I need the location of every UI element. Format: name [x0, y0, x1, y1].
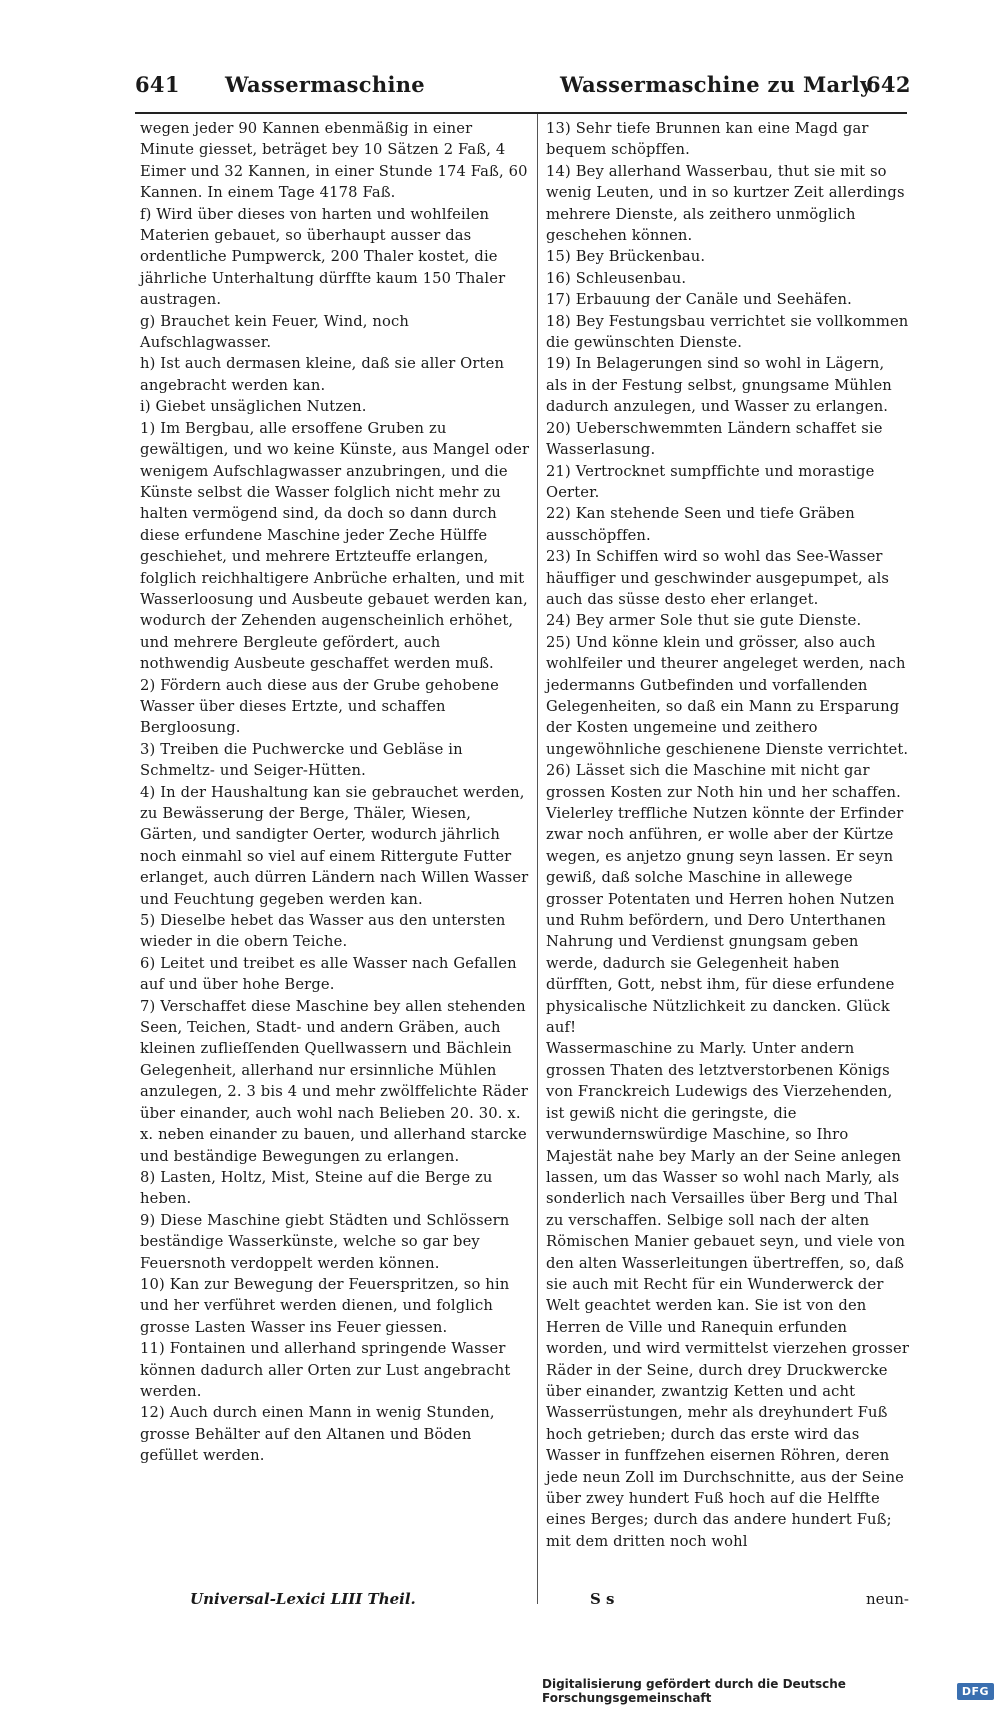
credit-text: Digitalisierung gefördert durch die Deutsche Forschungsgemeinschaft — [542, 1677, 846, 1705]
paragraph: g) Brauchet kein Feuer, Wind, noch Aufschlagwasser. — [140, 312, 409, 352]
paragraph: 15) Bey Brückenbau. — [546, 248, 706, 266]
catchword: neun- — [866, 1590, 909, 1608]
paragraph: 9) Diese Maschine giebt Städten und Schlössern beständige Wasserkünste, welche so gar bey Feuersnoth verdoppelt werden können. — [140, 1211, 510, 1272]
right-running-title: Wassermaschine zu Marly — [560, 72, 873, 97]
paragraph: 2) Fördern auch diese aus der Grube gehobene Wasser über dieses Ertzte, und schaffen Bergloosung. — [140, 676, 499, 737]
paragraph: 5) Dieselbe hebet das Wasser aus den untersten wieder in die obern Teiche. — [140, 912, 506, 951]
paragraph: 8) Lasten, Holtz, Mist, Steine auf die Berge zu heben. — [140, 1168, 493, 1208]
paragraph: 21) Vertrocknet sumpffichte und morastige Oerter. — [546, 462, 875, 501]
paragraph: 20) Ueberschwemmten Ländern schaffet sie Wasserlasung. — [546, 419, 883, 459]
paragraph: 25) Und könne klein und grösser, also auch wohlfeiler und theurer angeleget werden, nach jedermanns Gutbefinden und vorfallenden Gelegenheiten, so daß ein Mann zu Ersparung der Kosten ungemeine und zeithero ungewöhnliche geschienene Dienste verrichtet. — [546, 633, 909, 758]
paragraph: 26) Lässet sich die Maschine mit nicht gar grossen Kosten zur Noth hin und her schaffen. Vielerley treffliche Nutzen könnte der Erfinder zwar noch anführen, er wolle aber der Kürtze wegen, es anjetzo gnung seyn lassen. Er seyn gewiß, daß solche Maschine in allewege grosser Potentaten und Herren hohen Nutzen und Ruhm befördern, und Dero Unterthanen Nahrung und Verdienst gnungsam geben werde, dadurch sie Gelegenheit haben dürfften, Gott, nebst ihm, für diese erfundene physicalische Nützlichkeit zu dancken. Glück auf! — [546, 762, 904, 1037]
paragraph: 10) Kan zur Bewegung der Feuerspritzen, so hin und her verführet werden dienen, und folglich grosse Lasten Wasser ins Feuer giessen. — [140, 1275, 510, 1336]
paragraph: 24) Bey armer Sole thut sie gute Dienste. — [546, 612, 862, 630]
dfg-logo: DFG — [957, 1683, 994, 1700]
paragraph: Wassermaschine zu Marly. Unter andern grossen Thaten des letztverstorbenen Königs von Franckreich Ludewigs des Vierzehenden, ist gewiß nicht die geringste, die verwundernswürdige Maschine, so Ihro Majestät nahe bey Marly an der Seine anlegen lassen, um das Wasser so wohl nach Marly, als sonderlich nach Versailles über Berg und Thal zu verschaffen. Selbige soll nach der alten Römischen Manier gebauet seyn, und viele von den alten Wasserleitungen übertreffen, so, daß sie auch mit Recht für ein Wunderwerck der Welt geachtet werden kan. Sie ist von den Herren de Ville und Ranequin erfunden worden, und wird vermittelst vierzehen grosser Räder in der Seine, durch drey Druckwercke über einander, zwantzig Ketten und acht Wasserrüstungen, mehr als dreyhundert Fuß hoch getrieben; durch das erste wird das Wasser in funffzehen eisernen Röhren, deren jede neun Zoll im Durchschnitte, aus der Seine über zwey hundert Fuß hoch auf die Helffte eines Berges; durch das andere hundert Fuß; mit dem dritten noch wohl — [546, 1040, 909, 1550]
left-page-number: 641 — [135, 72, 180, 97]
paragraph: h) Ist auch dermasen kleine, daß sie aller Orten angebracht werden kan. — [140, 355, 505, 394]
signature-letters: S s — [590, 1590, 615, 1608]
paragraph: 16) Schleusenbau. — [546, 269, 687, 287]
paragraph: 19) In Belagerungen sind so wohl in Lägern, als in der Festung selbst, gnungsame Mühlen dadurch anzulegen, und Wasser zu erlangen. — [546, 355, 892, 416]
paragraph: 11) Fontainen und allerhand springende Wasser können dadurch aller Orten zur Lust angebracht werden. — [140, 1340, 511, 1400]
paragraph: f) Wird über dieses von harten und wohlfeilen Materien gebauet, so überhaupt ausser das ordentliche Pumpwerck, 200 Thaler kostet, die jährliche Unterhaltung dürffte kaum 150 Thaler austragen. — [140, 205, 506, 309]
paragraph: 23) In Schiffen wird so wohl das See-Wasser häuffiger und geschwinder ausgepumpet, als auch das süsse desto eher erlanget. — [546, 548, 890, 608]
paragraph: i) Giebet unsäglichen Nutzen. — [140, 398, 367, 416]
paragraph: 13) Sehr tiefe Brunnen kan eine Magd gar bequem schöpffen. — [546, 120, 869, 159]
paragraph: 17) Erbauung der Canäle und Seehäfen. — [546, 291, 852, 309]
paragraph: wegen jeder 90 Kannen ebenmäßig in einer Minute giesset, beträget bey 10 Sätzen 2 Faß, 4 Eimer und 32 Kannen, in einer Stunde 174 Faß, 60 Kannen. In einem Tage 4178 Faß. — [140, 120, 528, 202]
paragraph: 14) Bey allerhand Wasserbau, thut sie mit so wenig Leuten, und in so kurtzer Zeit allerdings mehrere Dienste, als zeithero unmöglich geschehen können. — [546, 162, 905, 245]
paragraph: 18) Bey Festungsbau verrichtet sie vollkommen die gewünschten Dienste. — [546, 312, 909, 352]
paragraph: 1) Im Bergbau, alle ersoffene Gruben zu gewältigen, und wo keine Künste, aus Mangel oder wenigem Aufschlagwasser anzubringen, und die Künste selbst die Wasser folglich nicht mehr zu halten vermögend sind, da doch so dann durch diese erfundene Maschine jeder Zeche Hülffe geschiehet, und mehrere Ertzteuffe erlangen, folglich reichhaltigere Anbrüche erhalten, und mit Wasserloosung und Ausbeute gebauet werden kan, wodurch der Zehenden augenscheinlich erhöhet, und mehrere Bergleute gefördert, auch nothwendig Ausbeute geschaffet werden muß. — [140, 419, 530, 673]
digitization-credit — [542, 1672, 1000, 1710]
left-running-title: Wassermaschine — [225, 72, 425, 97]
paragraph: 22) Kan stehende Seen und tiefe Gräben ausschöpffen. — [546, 505, 855, 544]
left-column — [140, 118, 530, 1467]
paragraph: 6) Leitet und treibet es alle Wasser nach Gefallen auf und über hohe Berge. — [140, 954, 517, 994]
signature-mark: Universal-Lexici LIII Theil. — [190, 1590, 416, 1608]
column-divider — [537, 114, 538, 1604]
paragraph: 12) Auch durch einen Mann in wenig Stunden, grosse Behälter auf den Altanen und Böden gefüllet werden. — [140, 1404, 495, 1465]
paragraph: 3) Treiben die Puchwercke und Gebläse in Schmeltz- und Seiger-Hütten. — [140, 740, 463, 780]
paragraph: 7) Verschaffet diese Maschine bey allen stehenden Seen, Teichen, Stadt- und andern Gräben, auch kleinen zuflieſſenden Quellwassern und Bächlein Gelegenheit, allerhand nur ersinnliche Mühlen anzulegen, 2. 3 bis 4 und mehr zwölffelichte Räder über einander, auch wohl nach Belieben 20. 30. x. x. neben einander zu bauen, und allerhand starcke und beständige Bewegungen zu erlangen. — [140, 997, 528, 1165]
header-rule — [135, 112, 907, 114]
paragraph: 4) In der Haushaltung kan sie gebrauchet werden, zu Bewässerung der Berge, Thäler, Wiesen, Gärten, und sandigter Oerter, wodurch jährlich noch einmahl so viel auf einem Rittergute Futter erlanget, auch dürren Ländern nach Willen Wasser und Feuchtung gegeben werden kan. — [140, 783, 529, 908]
right-column — [546, 118, 910, 1552]
right-page-number: 642 — [866, 72, 911, 97]
